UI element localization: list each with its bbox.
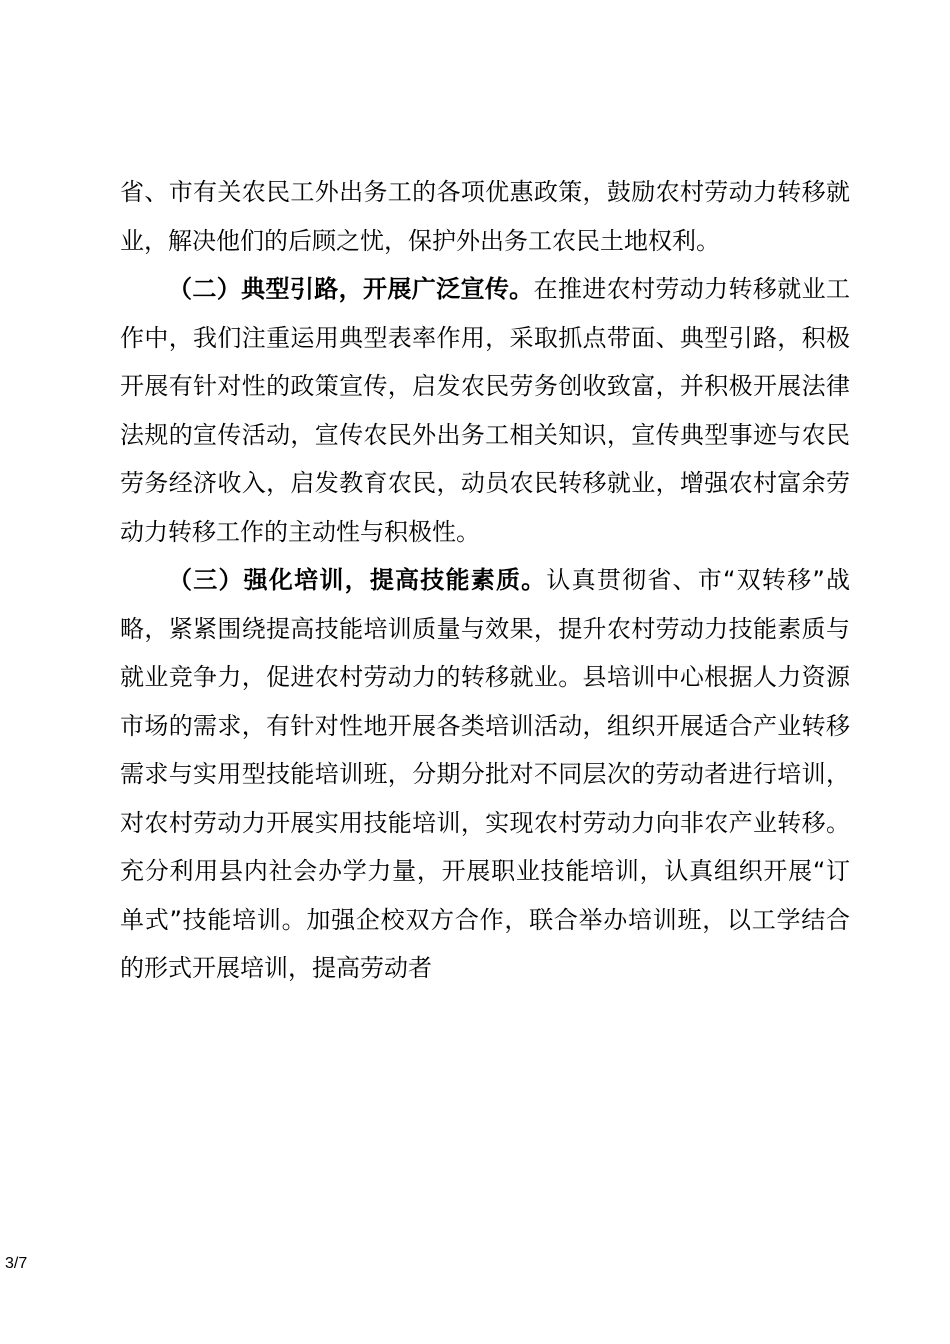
paragraph-text: 在推进农村劳动力转移就业工作中，我们注重运用典型表率作用，采取抓点带面、典型引路，积极开展有针对性的政策宣传，启发农民劳务创收致富，并积极开展法律法规的宣传活动，宣传农民外出务工相关知识，宣传典型事迹与农民劳务经济收入，启发教育农民，动员农民转移就业，增强农村富余劳动力转移工作的主动性与积极性。 <box>120 275 851 546</box>
paragraph-training <box>120 556 850 993</box>
paragraph-typical-guidance <box>120 265 850 556</box>
paragraph-text: 省、市有关农民工外出务工的各项优惠政策，鼓励农村劳动力转移就业，解决他们的后顾之忧，保护外出务工农民土地权利。 <box>120 178 850 255</box>
paragraph-heading: （三）强化培训，提高技能素质。 <box>168 566 547 594</box>
paragraph-continuation <box>120 168 850 265</box>
document-body <box>120 168 850 993</box>
page-number: 3/7 <box>5 1255 28 1272</box>
paragraph-heading: （二）典型引路，开展广泛宣传。 <box>168 275 534 303</box>
paragraph-text: 认真贯彻省、市“双转移”战略，紧紧围绕提高技能培训质量与效果，提升农村劳动力技能素质与就业竞争力，促进农村劳动力的转移就业。县培训中心根据人力资源市场的需求，有针对性地开展各类培训活动，组织开展适合产业转移需求与实用型技能培训班，分期分批对不同层次的劳动者进行培训，对农村劳动力开展实用技能培训，实现农村劳动力向非农产业转移。充分利用县内社会办学力量，开展职业技能培训，认真组织开展“订单式”技能培训。加强企校双方合作，联合举办培训班，以工学结合的形式开展培训，提高劳动者 <box>120 566 850 982</box>
